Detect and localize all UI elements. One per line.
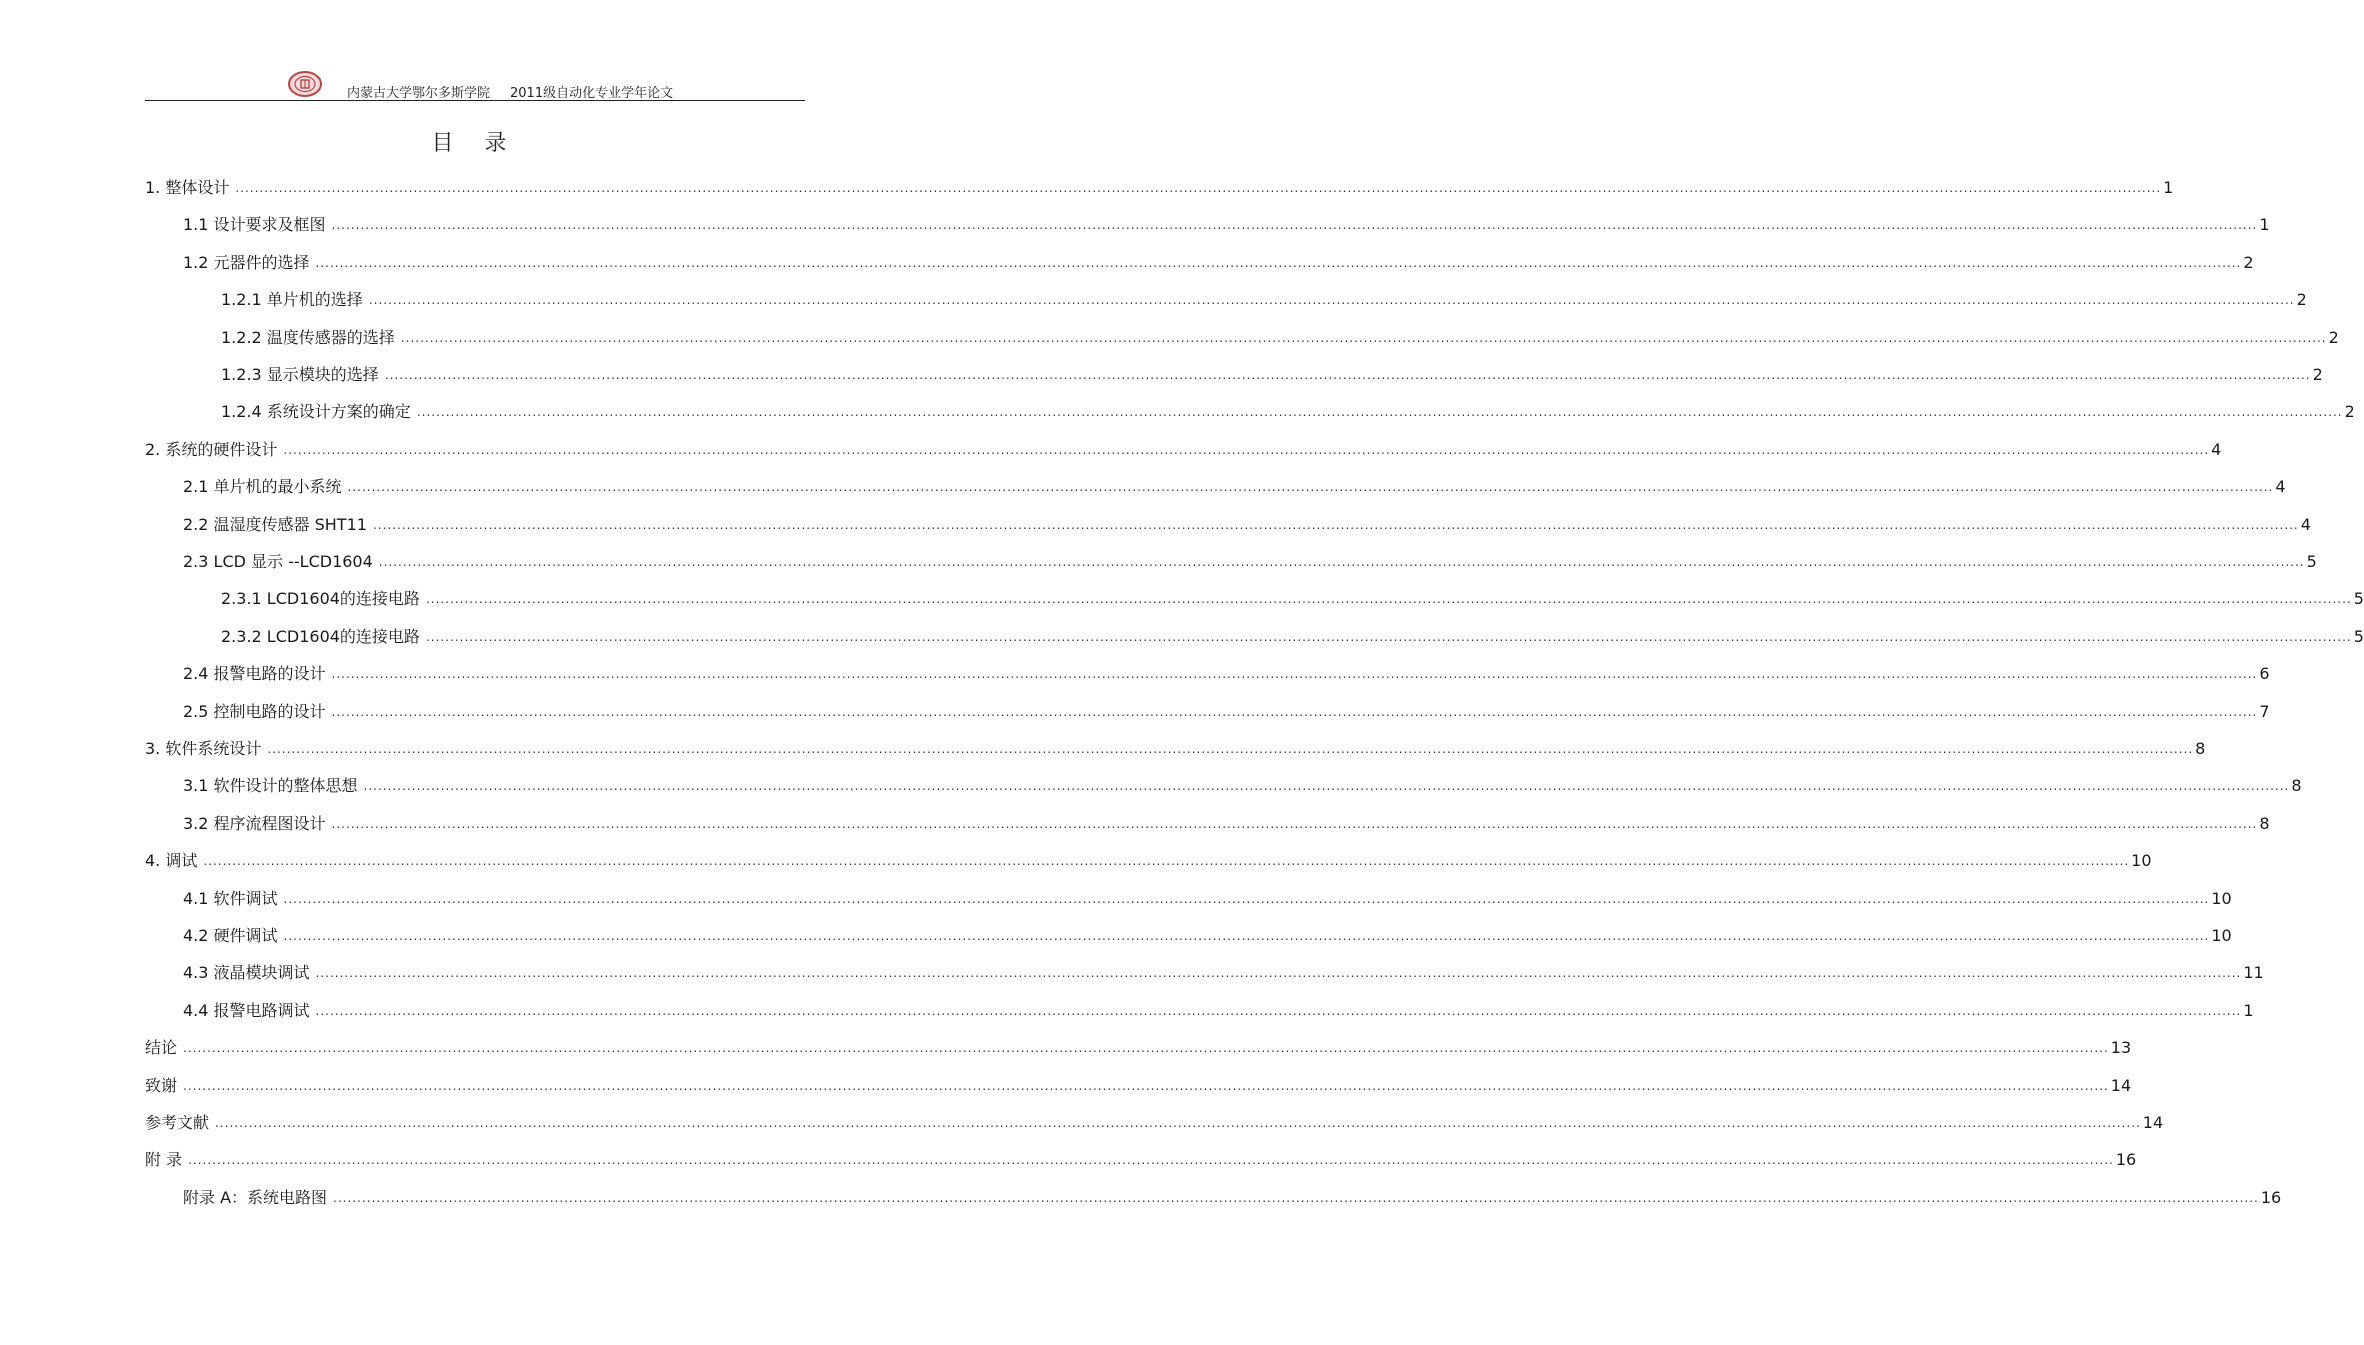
toc-entry-label: 2.5 控制电路的设计 bbox=[183, 702, 326, 721]
toc-entry-page: 14 bbox=[2110, 1076, 2132, 1095]
toc-entry[interactable] bbox=[145, 1146, 2137, 1170]
toc-entry[interactable] bbox=[145, 1034, 2132, 1058]
header-school: 内蒙古大学鄂尔多斯学院 bbox=[347, 86, 491, 101]
toc-entry-label: 结论 bbox=[145, 1038, 178, 1057]
toc-entry-leader: ................................................................................................................................................................................................................................................................................................................................................................................................................ bbox=[347, 480, 2274, 494]
toc-entry[interactable] bbox=[183, 249, 2254, 273]
toc-entry-page: 11 bbox=[2243, 963, 2264, 982]
toc-entry-leader: ................................................................................................................................................................................................................................................................................................................................................................................................................ bbox=[378, 555, 2305, 569]
toc-entry-leader: ................................................................................................................................................................................................................................................................................................................................................................................................................ bbox=[416, 405, 2343, 419]
toc-entry-leader: ................................................................................................................................................................................................................................................................................................................................................................................................................ bbox=[183, 1041, 2109, 1055]
toc-entry-label: 1.2.1 单片机的选择 bbox=[221, 290, 363, 309]
toc-entry-leader: ................................................................................................................................................................................................................................................................................................................................................................................................................ bbox=[333, 1191, 2259, 1205]
header-subtitle: 2011级自动化专业学年论文 bbox=[510, 86, 674, 101]
toc-entry-page: 1 bbox=[2243, 1001, 2254, 1020]
toc-entry-label: 4.2 硬件调试 bbox=[183, 926, 278, 945]
toc-entry[interactable] bbox=[183, 473, 2286, 497]
toc-entry-leader: ................................................................................................................................................................................................................................................................................................................................................................................................................ bbox=[372, 518, 2299, 532]
toc-entry[interactable] bbox=[183, 660, 2270, 684]
toc-entry-leader: ................................................................................................................................................................................................................................................................................................................................................................................................................ bbox=[425, 592, 2352, 606]
toc-entry-leader: ................................................................................................................................................................................................................................................................................................................................................................................................................ bbox=[183, 1079, 2109, 1093]
toc-entry-page: 10 bbox=[2211, 926, 2232, 945]
toc-entry-leader: ................................................................................................................................................................................................................................................................................................................................................................................................................ bbox=[315, 256, 2242, 270]
toc-entry-page: 2 bbox=[2243, 253, 2254, 272]
toc-entry-page: 2 bbox=[2312, 365, 2323, 384]
toc-entry-leader: ................................................................................................................................................................................................................................................................................................................................................................................................................ bbox=[283, 929, 2210, 943]
toc-entry-page: 4 bbox=[2300, 515, 2311, 534]
toc-entry[interactable] bbox=[221, 286, 2307, 310]
toc-entry-leader: ................................................................................................................................................................................................................................................................................................................................................................................................................ bbox=[267, 742, 2194, 756]
toc-entry[interactable] bbox=[183, 211, 2270, 235]
toc-entry-label: 4.1 软件调试 bbox=[183, 889, 278, 908]
toc-entry[interactable] bbox=[183, 698, 2270, 722]
toc-entry[interactable] bbox=[145, 1109, 2164, 1133]
toc-entry-label: 4. 调试 bbox=[145, 851, 198, 870]
toc-entry[interactable] bbox=[221, 623, 2364, 647]
toc-entry-page: 4 bbox=[2211, 440, 2222, 459]
toc-entry-label: 2.2 温湿度传感器 SHT11 bbox=[183, 515, 367, 534]
toc-entry-page: 6 bbox=[2259, 664, 2270, 683]
toc-entry-page: 16 bbox=[2115, 1150, 2137, 1169]
toc-entry[interactable] bbox=[183, 997, 2254, 1021]
toc-entry-page: 5 bbox=[2353, 589, 2364, 608]
toc-entry-page: 2 bbox=[2344, 402, 2355, 421]
toc-entry-page: 10 bbox=[2131, 851, 2152, 870]
toc-entry-page: 5 bbox=[2353, 627, 2364, 646]
toc-entry-label: 附录 A：系统电路图 bbox=[183, 1188, 328, 1207]
toc-entry-page: 14 bbox=[2142, 1113, 2164, 1132]
toc-entry-leader: ................................................................................................................................................................................................................................................................................................................................................................................................................ bbox=[215, 1116, 2141, 1130]
toc-entry-label: 2.3.2 LCD1604的连接电路 bbox=[221, 627, 420, 646]
toc-entry-leader: ................................................................................................................................................................................................................................................................................................................................................................................................................ bbox=[331, 817, 2258, 831]
toc-entry-leader: ................................................................................................................................................................................................................................................................................................................................................................................................................ bbox=[283, 892, 2210, 906]
toc-entry-leader: ................................................................................................................................................................................................................................................................................................................................................................................................................ bbox=[331, 705, 2258, 719]
toc-entry-page: 2 bbox=[2328, 328, 2339, 347]
toc-entry[interactable] bbox=[221, 324, 2339, 348]
toc-entry[interactable] bbox=[183, 885, 2232, 909]
toc-entry[interactable] bbox=[221, 585, 2364, 609]
toc-entry-label: 1.1 设计要求及框图 bbox=[183, 215, 326, 234]
toc-entry-label: 1.2.4 系统设计方案的确定 bbox=[221, 402, 411, 421]
page-title: 目 录 bbox=[431, 131, 519, 156]
toc-entry[interactable] bbox=[183, 1184, 2282, 1208]
toc-entry-page: 1 bbox=[2259, 215, 2270, 234]
toc-entry-label: 2.3 LCD 显示 --LCD1604 bbox=[183, 552, 373, 571]
toc-entry-label: 2.3.1 LCD1604的连接电路 bbox=[221, 589, 420, 608]
toc-entry-label: 1. 整体设计 bbox=[145, 178, 230, 197]
toc-entry-leader: ................................................................................................................................................................................................................................................................................................................................................................................................................ bbox=[363, 779, 2290, 793]
toc-entry-label: 4.3 液晶模块调试 bbox=[183, 963, 310, 982]
toc-entry-label: 2. 系统的硬件设计 bbox=[145, 440, 278, 459]
toc-entry[interactable] bbox=[183, 959, 2264, 983]
toc-entry-leader: ................................................................................................................................................................................................................................................................................................................................................................................................................ bbox=[315, 1004, 2242, 1018]
toc-entry-label: 3.1 软件设计的整体思想 bbox=[183, 776, 358, 795]
toc-entry-label: 1.2.2 温度传感器的选择 bbox=[221, 328, 395, 347]
toc-entry-leader: ................................................................................................................................................................................................................................................................................................................................................................................................................ bbox=[331, 218, 2258, 232]
toc-entry-label: 3.2 程序流程图设计 bbox=[183, 814, 326, 833]
toc-entry-leader: ................................................................................................................................................................................................................................................................................................................................................................................................................ bbox=[188, 1153, 2114, 1167]
toc-entry-leader: ................................................................................................................................................................................................................................................................................................................................................................................................................ bbox=[283, 443, 2210, 457]
toc-entry[interactable] bbox=[145, 735, 2206, 759]
toc-entry[interactable] bbox=[183, 511, 2311, 535]
toc-entry-label: 1.2.3 显示模块的选择 bbox=[221, 365, 379, 384]
toc-entry-page: 8 bbox=[2259, 814, 2270, 833]
toc-entry[interactable] bbox=[183, 772, 2302, 796]
toc-entry-page: 13 bbox=[2110, 1038, 2132, 1057]
toc-entry[interactable] bbox=[145, 174, 2174, 198]
toc-entry-page: 7 bbox=[2259, 702, 2270, 721]
toc-entry-leader: ................................................................................................................................................................................................................................................................................................................................................................................................................ bbox=[331, 667, 2258, 681]
toc-entry[interactable] bbox=[221, 361, 2323, 385]
toc-entry-label: 2.4 报警电路的设计 bbox=[183, 664, 326, 683]
toc-entry-page: 8 bbox=[2291, 776, 2302, 795]
toc-entry-page: 2 bbox=[2296, 290, 2307, 309]
toc-entry-page: 1 bbox=[2163, 178, 2174, 197]
toc-entry-leader: ................................................................................................................................................................................................................................................................................................................................................................................................................ bbox=[203, 854, 2130, 868]
toc-entry-label: 致谢 bbox=[145, 1076, 178, 1095]
toc-entry[interactable] bbox=[145, 436, 2222, 460]
toc-entry[interactable] bbox=[221, 398, 2355, 422]
toc-entry[interactable] bbox=[183, 810, 2270, 834]
toc-entry-label: 参考文献 bbox=[145, 1113, 210, 1132]
toc-entry-leader: ................................................................................................................................................................................................................................................................................................................................................................................................................ bbox=[368, 293, 2295, 307]
toc-entry-page: 5 bbox=[2306, 552, 2317, 571]
toc-entry-leader: ................................................................................................................................................................................................................................................................................................................................................................................................................ bbox=[235, 181, 2162, 195]
toc-entry-page: 4 bbox=[2275, 477, 2286, 496]
toc-entry[interactable] bbox=[183, 922, 2232, 946]
toc-entry-leader: ................................................................................................................................................................................................................................................................................................................................................................................................................ bbox=[384, 368, 2311, 382]
toc-entry-page: 8 bbox=[2195, 739, 2206, 758]
toc-entry-label: 附 录 bbox=[145, 1150, 183, 1169]
toc-entry[interactable] bbox=[145, 1072, 2132, 1096]
toc-entry-leader: ................................................................................................................................................................................................................................................................................................................................................................................................................ bbox=[315, 966, 2242, 980]
toc-entry[interactable] bbox=[145, 847, 2152, 871]
toc-entry-label: 1.2 元器件的选择 bbox=[183, 253, 310, 272]
toc-entry-label: 2.1 单片机的最小系统 bbox=[183, 477, 342, 496]
toc-entry-leader: ................................................................................................................................................................................................................................................................................................................................................................................................................ bbox=[425, 630, 2352, 644]
toc-entry-label: 3. 软件系统设计 bbox=[145, 739, 262, 758]
toc-entry-page: 16 bbox=[2260, 1188, 2282, 1207]
toc-entry-leader: ................................................................................................................................................................................................................................................................................................................................................................................................................ bbox=[400, 331, 2327, 345]
toc-entry-label: 4.4 报警电路调试 bbox=[183, 1001, 310, 1020]
toc-entry-page: 10 bbox=[2211, 889, 2232, 908]
toc-entry[interactable] bbox=[183, 548, 2317, 572]
